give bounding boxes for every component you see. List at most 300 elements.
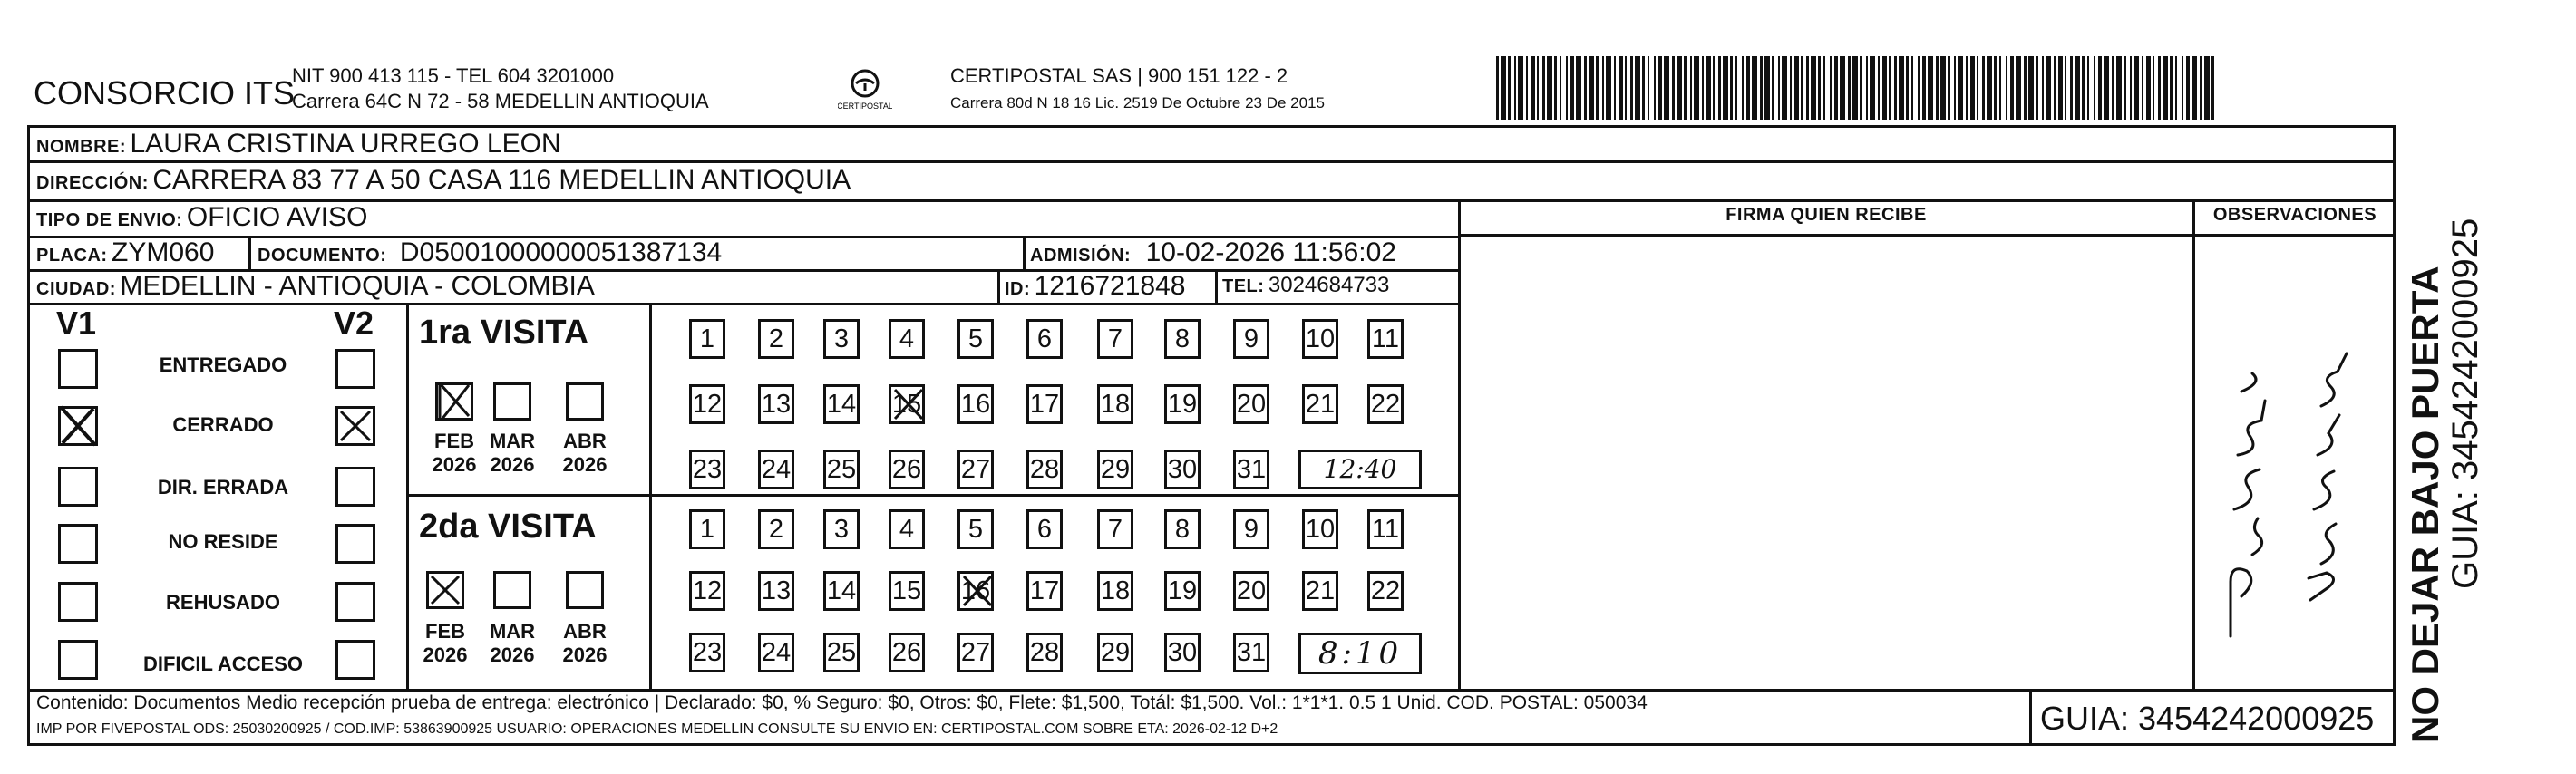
first-visit-time: 12:40	[1323, 454, 1397, 484]
city-label: CIUDAD:	[36, 279, 116, 299]
first-visit-month-feb: FEB 2026	[432, 430, 477, 476]
barcode-bar	[2200, 56, 2202, 120]
day-box-27[interactable]	[957, 633, 994, 672]
barcode-bar	[1866, 56, 1868, 120]
barcode-bar	[1922, 56, 1926, 120]
barcode-bar	[1954, 56, 1956, 120]
barcode-bar	[1742, 56, 1744, 120]
barcode-bar	[1606, 56, 1611, 120]
day-number: 9	[1243, 324, 1259, 353]
day-box-1[interactable]	[689, 319, 725, 359]
day-number: 14	[826, 390, 857, 419]
day-number: 8	[1174, 515, 1191, 544]
day-box-11[interactable]	[1367, 319, 1404, 359]
barcode-bar	[2024, 56, 2027, 120]
barcode-bar	[2146, 56, 2151, 120]
barcode-bar	[1852, 56, 1858, 120]
day-box-17[interactable]	[1026, 571, 1063, 611]
logo-text: CERTIPOSTAL	[838, 102, 892, 111]
barcode-bar	[1648, 56, 1649, 120]
day-box-12[interactable]	[689, 384, 725, 424]
barcode-bar	[2116, 56, 2122, 120]
second-visit-time-box[interactable]	[1298, 633, 1422, 674]
barcode-bar	[1713, 56, 1715, 120]
id-field	[1005, 271, 1185, 302]
v2-checkbox-entregado[interactable]	[335, 349, 375, 389]
day-number: 19	[1167, 576, 1198, 605]
recipient-name: LAURA CRISTINA URREGO LEON	[130, 129, 561, 159]
side-warning: NO DEJAR BAJO PUERTA	[2404, 266, 2446, 743]
day-number: 7	[1107, 324, 1123, 353]
barcode-bar	[1619, 56, 1623, 120]
v2-checkbox-cerrado[interactable]	[335, 406, 375, 446]
v1-checkbox-entregado[interactable]	[58, 349, 98, 389]
barcode-bar	[2075, 56, 2080, 120]
barcode-bar	[1848, 56, 1851, 120]
barcode-bar	[1840, 56, 1845, 120]
day-number: 6	[1036, 324, 1053, 353]
barcode-bar	[1677, 56, 1682, 120]
barcode-bar	[1752, 56, 1757, 120]
certipostal-info-line1: CERTIPOSTAL SAS | 900 151 122 - 2	[950, 64, 1288, 87]
checkmark-x-icon	[335, 406, 375, 446]
barcode-bar	[1958, 56, 1963, 120]
barcode-bar	[2211, 56, 2214, 120]
day-box-5[interactable]	[957, 319, 994, 359]
barcode-bar	[1560, 56, 1561, 120]
checkmark-x-icon	[426, 571, 464, 609]
footer-guia: GUIA: 3454242000925	[2040, 700, 2375, 737]
status-label-no-reside: NO RESIDE	[168, 530, 278, 553]
v1-checkbox-no-reside[interactable]	[58, 524, 98, 564]
day-box-25[interactable]	[823, 450, 860, 489]
day-box-15[interactable]	[889, 571, 925, 611]
checkmark-x-icon	[55, 403, 102, 450]
barcode-bar	[1501, 56, 1506, 120]
status-label-rehusado: REHUSADO	[166, 591, 280, 614]
day-box-25[interactable]	[823, 633, 860, 672]
day-box-16[interactable]	[957, 571, 994, 611]
admission-field	[1030, 237, 1396, 268]
barcode-bar	[1823, 56, 1825, 120]
day-box-23[interactable]	[689, 450, 725, 489]
day-box-18[interactable]	[1097, 571, 1133, 611]
barcode-bar	[1999, 56, 2001, 120]
first-visit-month-mar: MAR 2026	[489, 430, 536, 476]
barcode-bar	[1664, 56, 1669, 120]
shipment-type-row	[36, 202, 367, 233]
barcode-bar	[2112, 56, 2114, 120]
barcode-bar	[1889, 56, 1891, 120]
signature-area[interactable]	[1462, 237, 2191, 687]
barcode-bar	[1806, 56, 1809, 120]
day-box-9[interactable]	[1233, 509, 1269, 549]
day-box-15[interactable]	[889, 384, 925, 424]
barcode-bar	[1570, 56, 1574, 120]
day-number: 26	[891, 638, 922, 667]
day-box-21[interactable]	[1302, 571, 1338, 611]
day-box-22[interactable]	[1367, 571, 1404, 611]
second-visit-month-feb-checkbox[interactable]	[426, 571, 464, 609]
day-number: 2	[768, 515, 784, 544]
day-number: 13	[761, 576, 792, 605]
barcode-bar	[2042, 56, 2044, 120]
day-box-27[interactable]	[957, 450, 994, 489]
day-box-10[interactable]	[1302, 509, 1338, 549]
barcode-bar	[1987, 56, 1992, 120]
second-visit-month-abr-checkbox[interactable]	[566, 571, 604, 609]
day-box-8[interactable]	[1164, 509, 1201, 549]
id-label: ID:	[1005, 279, 1031, 299]
day-box-3[interactable]	[823, 509, 860, 549]
day-number: 25	[826, 455, 857, 484]
signature-header: FIRMA QUIEN RECIBE	[1725, 205, 1927, 225]
day-number: 4	[899, 324, 915, 353]
day-number: 20	[1236, 576, 1267, 605]
barcode-bar	[1772, 56, 1774, 120]
barcode-bar	[1860, 56, 1862, 120]
second-visit-time: 8:10	[1317, 635, 1403, 672]
barcode-bar	[1547, 56, 1552, 120]
certipostal-logo	[838, 65, 892, 116]
day-number: 5	[967, 324, 984, 353]
barcode-bar	[1746, 56, 1750, 120]
barcode-bar	[1794, 56, 1799, 120]
barcode-bar	[1584, 56, 1587, 120]
barcode-bar	[1977, 56, 1978, 120]
tel-value: 3024684733	[1268, 273, 1390, 297]
day-number: 31	[1236, 638, 1267, 667]
barcode-bar	[1635, 56, 1640, 120]
day-number: 22	[1370, 390, 1401, 419]
barcode-bar	[2082, 56, 2085, 120]
barcode-bar	[2036, 56, 2038, 120]
barcode-bar	[1940, 56, 1946, 120]
day-box-21[interactable]	[1302, 384, 1338, 424]
barcode-bar	[1801, 56, 1803, 120]
barcode-bar	[1642, 56, 1645, 120]
plate-value: ZYM060	[112, 237, 215, 267]
barcode-bar	[2124, 56, 2126, 120]
admission-value: 10-02-2026 11:56:02	[1145, 237, 1396, 267]
checkmark-x-icon	[433, 380, 478, 425]
day-box-20[interactable]	[1233, 384, 1269, 424]
day-box-14[interactable]	[823, 384, 860, 424]
barcode-bar	[2098, 56, 2102, 120]
barcode-bar	[1878, 56, 1880, 120]
day-number: 18	[1100, 576, 1131, 605]
day-number: 29	[1100, 455, 1131, 484]
v1-header: V1	[56, 305, 97, 342]
day-box-23[interactable]	[689, 633, 725, 672]
document-label: DOCUMENTO:	[258, 246, 387, 266]
barcode-bar	[1936, 56, 1939, 120]
barcode-bar	[1596, 56, 1599, 120]
day-box-10[interactable]	[1302, 319, 1338, 359]
barcode-bar	[1531, 56, 1535, 120]
barcode	[1496, 56, 2221, 120]
tel-field	[1222, 273, 1389, 298]
v2-checkbox-rehusado[interactable]	[335, 582, 375, 622]
v1-checkbox-dificil-acceso[interactable]	[58, 640, 98, 680]
barcode-bar	[2058, 56, 2063, 120]
v1-checkbox-rehusado[interactable]	[58, 582, 98, 622]
day-number: 9	[1243, 515, 1259, 544]
barcode-bar	[2070, 56, 2073, 120]
day-box-14[interactable]	[823, 571, 860, 611]
barcode-bar	[1526, 56, 1528, 120]
barcode-bar	[2142, 56, 2143, 120]
v1-checkbox-cerrado[interactable]	[58, 406, 98, 446]
barcode-bar	[1554, 56, 1557, 120]
day-number: 8	[1174, 324, 1191, 353]
second-visit-month-abr: ABR 2026	[562, 620, 608, 666]
status-label-dificil-acceso: DIFICIL ACCESO	[142, 653, 303, 675]
barcode-bar	[1994, 56, 1997, 120]
barcode-bar	[2175, 56, 2177, 120]
barcode-bar	[1966, 56, 1968, 120]
day-box-31[interactable]	[1233, 450, 1269, 489]
barcode-bar	[2028, 56, 2034, 120]
barcode-bar	[1542, 56, 1545, 120]
barcode-bar	[1811, 56, 1816, 120]
barcode-bar	[1614, 56, 1616, 120]
status-label-cerrado: CERRADO	[172, 413, 274, 436]
day-box-28[interactable]	[1026, 450, 1063, 489]
barcode-bar	[2130, 56, 2132, 120]
day-box-26[interactable]	[889, 633, 925, 672]
address-label: DIRECCIÓN:	[36, 173, 149, 193]
barcode-bar	[1589, 56, 1594, 120]
admission-label: ADMISIÓN:	[1030, 246, 1132, 266]
barcode-bar	[2134, 56, 2139, 120]
v2-checkbox-dir-errada[interactable]	[335, 467, 375, 507]
handwritten-note-image	[2194, 237, 2394, 687]
name-label: NOMBRE:	[36, 137, 127, 157]
barcode-bar	[1894, 56, 1897, 120]
day-number: 21	[1305, 576, 1336, 605]
day-box-11[interactable]	[1367, 509, 1404, 549]
first-visit-month-abr-checkbox[interactable]	[566, 382, 604, 421]
first-visit-month-mar-checkbox[interactable]	[493, 382, 531, 421]
address-row	[36, 165, 851, 196]
day-box-24[interactable]	[758, 633, 794, 672]
day-number: 13	[761, 390, 792, 419]
day-number: 24	[761, 455, 792, 484]
day-number: 21	[1305, 390, 1336, 419]
barcode-bar	[1576, 56, 1581, 120]
day-number: 1	[699, 324, 715, 353]
day-box-26[interactable]	[889, 450, 925, 489]
document-value: D05001000000051387134	[399, 237, 723, 267]
day-box-5[interactable]	[957, 509, 994, 549]
observations-area[interactable]	[2194, 237, 2394, 687]
barcode-bar	[1870, 56, 1875, 120]
barcode-bar	[1514, 56, 1516, 120]
day-number: 12	[692, 390, 723, 419]
day-box-4[interactable]	[889, 319, 925, 359]
day-number: 23	[692, 455, 723, 484]
plate-field	[36, 237, 214, 268]
day-box-13[interactable]	[758, 384, 794, 424]
day-box-22[interactable]	[1367, 384, 1404, 424]
first-visit-time-box[interactable]	[1298, 450, 1422, 489]
barcode-bar	[1899, 56, 1904, 120]
barcode-bar	[1496, 56, 1499, 120]
day-number: 17	[1029, 390, 1060, 419]
day-box-4[interactable]	[889, 509, 925, 549]
barcode-bar	[2153, 56, 2154, 120]
day-box-31[interactable]	[1233, 633, 1269, 672]
day-box-6[interactable]	[1026, 319, 1063, 359]
day-box-19[interactable]	[1164, 571, 1201, 611]
barcode-bar	[1830, 56, 1832, 120]
day-box-6[interactable]	[1026, 509, 1063, 549]
barcode-bar	[2158, 56, 2161, 120]
barcode-bar	[2204, 56, 2210, 120]
day-number: 2	[768, 324, 784, 353]
day-number: 3	[833, 324, 850, 353]
day-number: 25	[826, 638, 857, 667]
day-number: 16	[960, 390, 991, 419]
plate-label: PLACA:	[36, 246, 108, 266]
day-box-24[interactable]	[758, 450, 794, 489]
barcode-bar	[1684, 56, 1687, 120]
barcode-bar	[1790, 56, 1792, 120]
day-box-13[interactable]	[758, 571, 794, 611]
v2-checkbox-dificil-acceso[interactable]	[335, 640, 375, 680]
shipment-type-label: TIPO DE ENVIO:	[36, 210, 183, 230]
id-value: 1216721848	[1034, 271, 1186, 301]
second-visit-title: 2da VISITA	[419, 508, 597, 546]
day-box-2[interactable]	[758, 509, 794, 549]
day-number: 12	[692, 576, 723, 605]
day-box-18[interactable]	[1097, 384, 1133, 424]
barcode-bar	[1918, 56, 1920, 120]
barcode-bar	[1630, 56, 1633, 120]
day-number: 15	[891, 390, 922, 419]
barcode-bar	[2104, 56, 2109, 120]
barcode-bar	[1508, 56, 1511, 120]
barcode-bar	[1906, 56, 1909, 120]
barcode-bar	[1672, 56, 1675, 120]
day-number: 31	[1236, 455, 1267, 484]
day-number: 6	[1036, 515, 1053, 544]
day-box-3[interactable]	[823, 319, 860, 359]
name-row	[36, 129, 561, 160]
v2-checkbox-no-reside[interactable]	[335, 524, 375, 564]
barcode-bar	[1602, 56, 1604, 120]
barcode-bar	[1982, 56, 1985, 120]
first-visit-month-feb-checkbox[interactable]	[435, 382, 473, 421]
day-number: 3	[833, 515, 850, 544]
barcode-bar	[2182, 56, 2183, 120]
footer-print-line: IMP POR FIVEPOSTAL ODS: 25030200925 / COD.IMP: 53863900925 USUARIO: OPERACIONES MEDELLIN CONSULTE SU ENVIO EN: CERTIPOSTAL.COM SOBRE ETA: 2026-02-12 D+2	[36, 721, 1278, 737]
day-number: 28	[1029, 638, 1060, 667]
barcode-bar	[1928, 56, 1933, 120]
day-number: 11	[1371, 515, 1400, 544]
day-number: 11	[1371, 324, 1400, 353]
barcode-bar	[1834, 56, 1838, 120]
observations-header: OBSERVACIONES	[2212, 205, 2377, 225]
day-number: 10	[1305, 324, 1336, 353]
day-box-12[interactable]	[689, 571, 725, 611]
barcode-bar	[1690, 56, 1692, 120]
barcode-bar	[1782, 56, 1787, 120]
first-visit-month-abr: ABR 2026	[562, 430, 608, 476]
day-box-16[interactable]	[957, 384, 994, 424]
barcode-bar	[2163, 56, 2168, 120]
document-field	[258, 237, 722, 268]
barcode-bar	[1730, 56, 1733, 120]
barcode-bar	[2186, 56, 2190, 120]
day-box-8[interactable]	[1164, 319, 1201, 359]
barcode-bar	[1537, 56, 1539, 120]
day-box-7[interactable]	[1097, 319, 1133, 359]
day-number: 30	[1167, 455, 1198, 484]
barcode-bar	[1764, 56, 1770, 120]
barcode-bar	[1970, 56, 1975, 120]
day-box-28[interactable]	[1026, 633, 1063, 672]
day-number: 24	[761, 638, 792, 667]
barcode-bar	[1948, 56, 1950, 120]
shipment-type: OFICIO AVISO	[186, 202, 368, 232]
day-box-19[interactable]	[1164, 384, 1201, 424]
day-number: 17	[1029, 576, 1060, 605]
v1-checkbox-dir-errada[interactable]	[58, 467, 98, 507]
barcode-bar	[2170, 56, 2173, 120]
v2-header: V2	[334, 305, 374, 342]
day-box-1[interactable]	[689, 509, 725, 549]
day-number: 26	[891, 455, 922, 484]
day-number: 15	[891, 576, 922, 605]
day-number: 7	[1107, 515, 1123, 544]
side-guia: GUIA: 3454242000925	[2445, 218, 2485, 589]
footer-content-line: Contenido: Documentos Medio recepción prueba de entrega: electrónico | Declarado: $0, % Seguro: $0, Otros: $0, Flete: $1,500, Totál: $1,500. Vol.: 1*1*1. 0.5 1 Unid. COD. POSTAL: 050034	[36, 692, 1648, 713]
day-number: 10	[1305, 515, 1336, 544]
day-box-29[interactable]	[1097, 633, 1133, 672]
day-number: 27	[960, 638, 991, 667]
barcode-bar	[1625, 56, 1627, 120]
day-number: 19	[1167, 390, 1198, 419]
day-box-30[interactable]	[1164, 633, 1201, 672]
recipient-address: CARRERA 83 77 A 50 CASA 116 MEDELLIN ANTIOQUIA	[152, 165, 851, 195]
barcode-bar	[2094, 56, 2095, 120]
day-box-30[interactable]	[1164, 450, 1201, 489]
day-number: 27	[960, 455, 991, 484]
city-field	[36, 271, 595, 302]
day-box-9[interactable]	[1233, 319, 1269, 359]
second-visit-month-feb: FEB 2026	[423, 620, 468, 666]
day-number: 20	[1236, 390, 1267, 419]
day-box-17[interactable]	[1026, 384, 1063, 424]
day-number: 14	[826, 576, 857, 605]
day-box-7[interactable]	[1097, 509, 1133, 549]
second-visit-month-mar: MAR 2026	[489, 620, 536, 666]
day-number: 29	[1100, 638, 1131, 667]
barcode-bar	[1718, 56, 1721, 120]
status-label-dir-errada: DIR. ERRADA	[157, 476, 289, 498]
day-box-29[interactable]	[1097, 450, 1133, 489]
day-box-2[interactable]	[758, 319, 794, 359]
barcode-bar	[1911, 56, 1913, 120]
barcode-bar	[1760, 56, 1763, 120]
day-box-20[interactable]	[1233, 571, 1269, 611]
barcode-bar	[2006, 56, 2007, 120]
status-label-entregado: ENTREGADO	[159, 353, 287, 376]
company-info-line1: NIT 900 413 115 - TEL 604 3201000	[292, 64, 615, 87]
second-visit-month-mar-checkbox[interactable]	[493, 571, 531, 609]
